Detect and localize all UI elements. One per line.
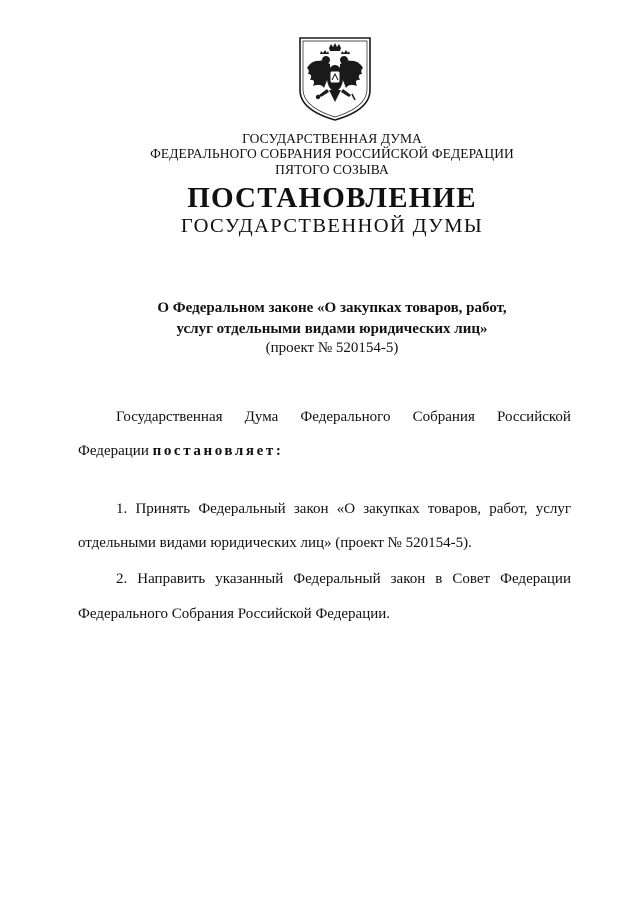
paragraph-item-1-line-1 [116,501,571,518]
word: работ, [489,501,528,517]
word: закон [390,571,426,587]
resolves-keyword: постановляет: [152,443,284,459]
word: 1. [116,501,128,517]
paragraph-item-2-line-2: Федерального Собрания Российской Федерации. [78,606,391,622]
paragraph-intro-line-1 [116,409,571,426]
intro-prefix: Федерации [78,443,153,459]
law-project-number: (проект № 520154-5) [265,340,399,356]
header-line-1: ГОСУДАРСТВЕННАЯ ДУМА [242,131,422,146]
coat-of-arms-icon [296,34,374,122]
header-line-2: ФЕДЕРАЛЬНОГО СОБРАНИЯ РОССИЙСКОЙ ФЕДЕРАЦИИ [150,146,514,161]
word: Дума [244,409,279,425]
word: Принять [135,501,191,517]
word: услуг [535,501,571,517]
word: Федерального [300,409,391,425]
word: Направить [137,571,206,587]
word: Собрания [412,409,475,425]
header-line-3: ПЯТОГО СОЗЫВА [275,162,389,177]
paragraph-item-1-line-2: отдельными видами юридических лиц» (проект № 520154-5). [78,535,472,551]
word: товаров, [427,501,482,517]
paragraph-item-2-line-1 [116,571,571,588]
word: закупках [363,501,420,517]
word: Федеральный [198,501,286,517]
word: указанный [215,571,284,587]
law-title-line-1: О Федеральном законе «О закупках товаров, работ, [157,300,507,316]
word: Федеральный [293,571,381,587]
word: Совет [452,571,491,587]
word: 2. [116,571,128,587]
paragraph-intro-line-2 [78,443,283,460]
word: «О [336,501,356,517]
word: Федерации [500,571,571,587]
law-title-line-2: услуг отдельными видами юридических лиц» [176,321,488,337]
document-subtitle: ГОСУДАРСТВЕННОЙ ДУМЫ [180,215,484,237]
word: закон [293,501,329,517]
word: Государственная [116,409,223,425]
word: в [435,571,443,587]
word: Российской [497,409,571,425]
document-title: ПОСТАНОВЛЕНИЕ [187,182,477,214]
